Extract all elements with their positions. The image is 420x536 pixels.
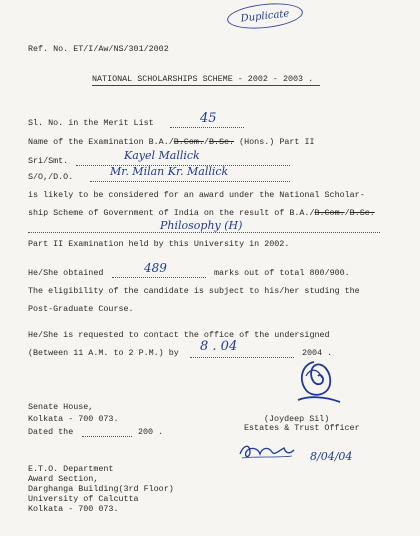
counter-signature (236, 440, 296, 462)
contact-date: 8 . 04 (200, 339, 238, 354)
body-strike-bcom: B.Com. (314, 208, 345, 218)
dated-label: Dated the (28, 427, 74, 437)
body-line-3: Part II Examination held by this University in 2002. (28, 239, 290, 249)
address-line-5: Kolkata - 700 073. (28, 504, 119, 514)
merit-label: Sl. No. in the Merit List (28, 118, 154, 128)
dated-suffix: 200 . (138, 427, 164, 437)
contact-line-2: (Between 11 A.M. to 2 P.M.) by (28, 348, 179, 358)
subject-line (28, 232, 380, 233)
signatory-name: (Joydeep Sil) (264, 414, 330, 424)
exam-strike-bsc: B.Sc. (208, 137, 235, 147)
merit-value: 45 (200, 111, 217, 126)
exam-suffix: (Hons.) Part II (239, 137, 315, 147)
body-line-2 (28, 208, 375, 218)
duplicate-stamp (226, 0, 304, 32)
signature-mark (288, 356, 348, 408)
body-line-2-prefix: ship Scheme of Government of India on the result of B.A./ (28, 208, 315, 218)
marks-prefix: He/She obtained (28, 268, 104, 278)
examination-line (28, 137, 315, 147)
contact-year: 2004 . (302, 348, 333, 358)
eligibility-line-2: Post-Graduate Course. (28, 304, 134, 314)
marks-suffix: marks out of total 800/900. (214, 268, 350, 278)
subject: Philosophy (H) (160, 219, 243, 232)
address-line-3: Darghanga Building(3rd Floor) (28, 484, 174, 494)
body-strike-bsc: B.Sc. (349, 208, 375, 218)
address-line-1: E.T.O. Department (28, 464, 114, 474)
reference-number: Ref. No. ET/I/Aw/NS/301/2002 (28, 44, 169, 54)
name-label: Sri/Smt. (28, 156, 69, 166)
exam-sep: / (203, 137, 209, 147)
address-line-4: University of Calcutta (28, 494, 139, 504)
eligibility-line-1: The eligibility of the candidate is subject to his/her studing the (28, 286, 360, 296)
signed-date: 8/04/04 (310, 450, 353, 463)
contact-date-line (190, 357, 294, 358)
dated-line (82, 436, 132, 437)
merit-line (170, 127, 244, 128)
body-line-2-sep: / (344, 208, 350, 218)
parent-name: Mr. Milan Kr. Mallick (110, 165, 229, 178)
candidate-name: Kayel Mallick (124, 149, 200, 162)
scheme-title: NATIONAL SCHOLARSHIPS SCHEME - 2002 - 2003 . (92, 74, 314, 84)
exam-strike-bcom: B.Com. (173, 137, 204, 147)
marks-line (112, 277, 206, 278)
signatory-title: Estates & Trust Officer (244, 423, 360, 433)
marks-value: 489 (144, 261, 167, 275)
senate-house: Senate House, (28, 402, 94, 412)
duplicate-stamp-text: Duplicate (240, 7, 290, 25)
relation-label: S/O,/D.O. (28, 172, 74, 182)
exam-prefix: Name of the Examination B.A./ (28, 137, 174, 147)
contact-line-1: He/She is requested to contact the office of the undersigned (28, 330, 330, 340)
address-line-2: Award Section, (28, 474, 99, 484)
scheme-title-underline (92, 85, 320, 86)
kolkata-pin: Kolkata - 700 073. (28, 414, 119, 424)
body-line-1: is likely to be considered for an award under the National Scholar- (28, 190, 365, 200)
relation-line (90, 181, 290, 182)
